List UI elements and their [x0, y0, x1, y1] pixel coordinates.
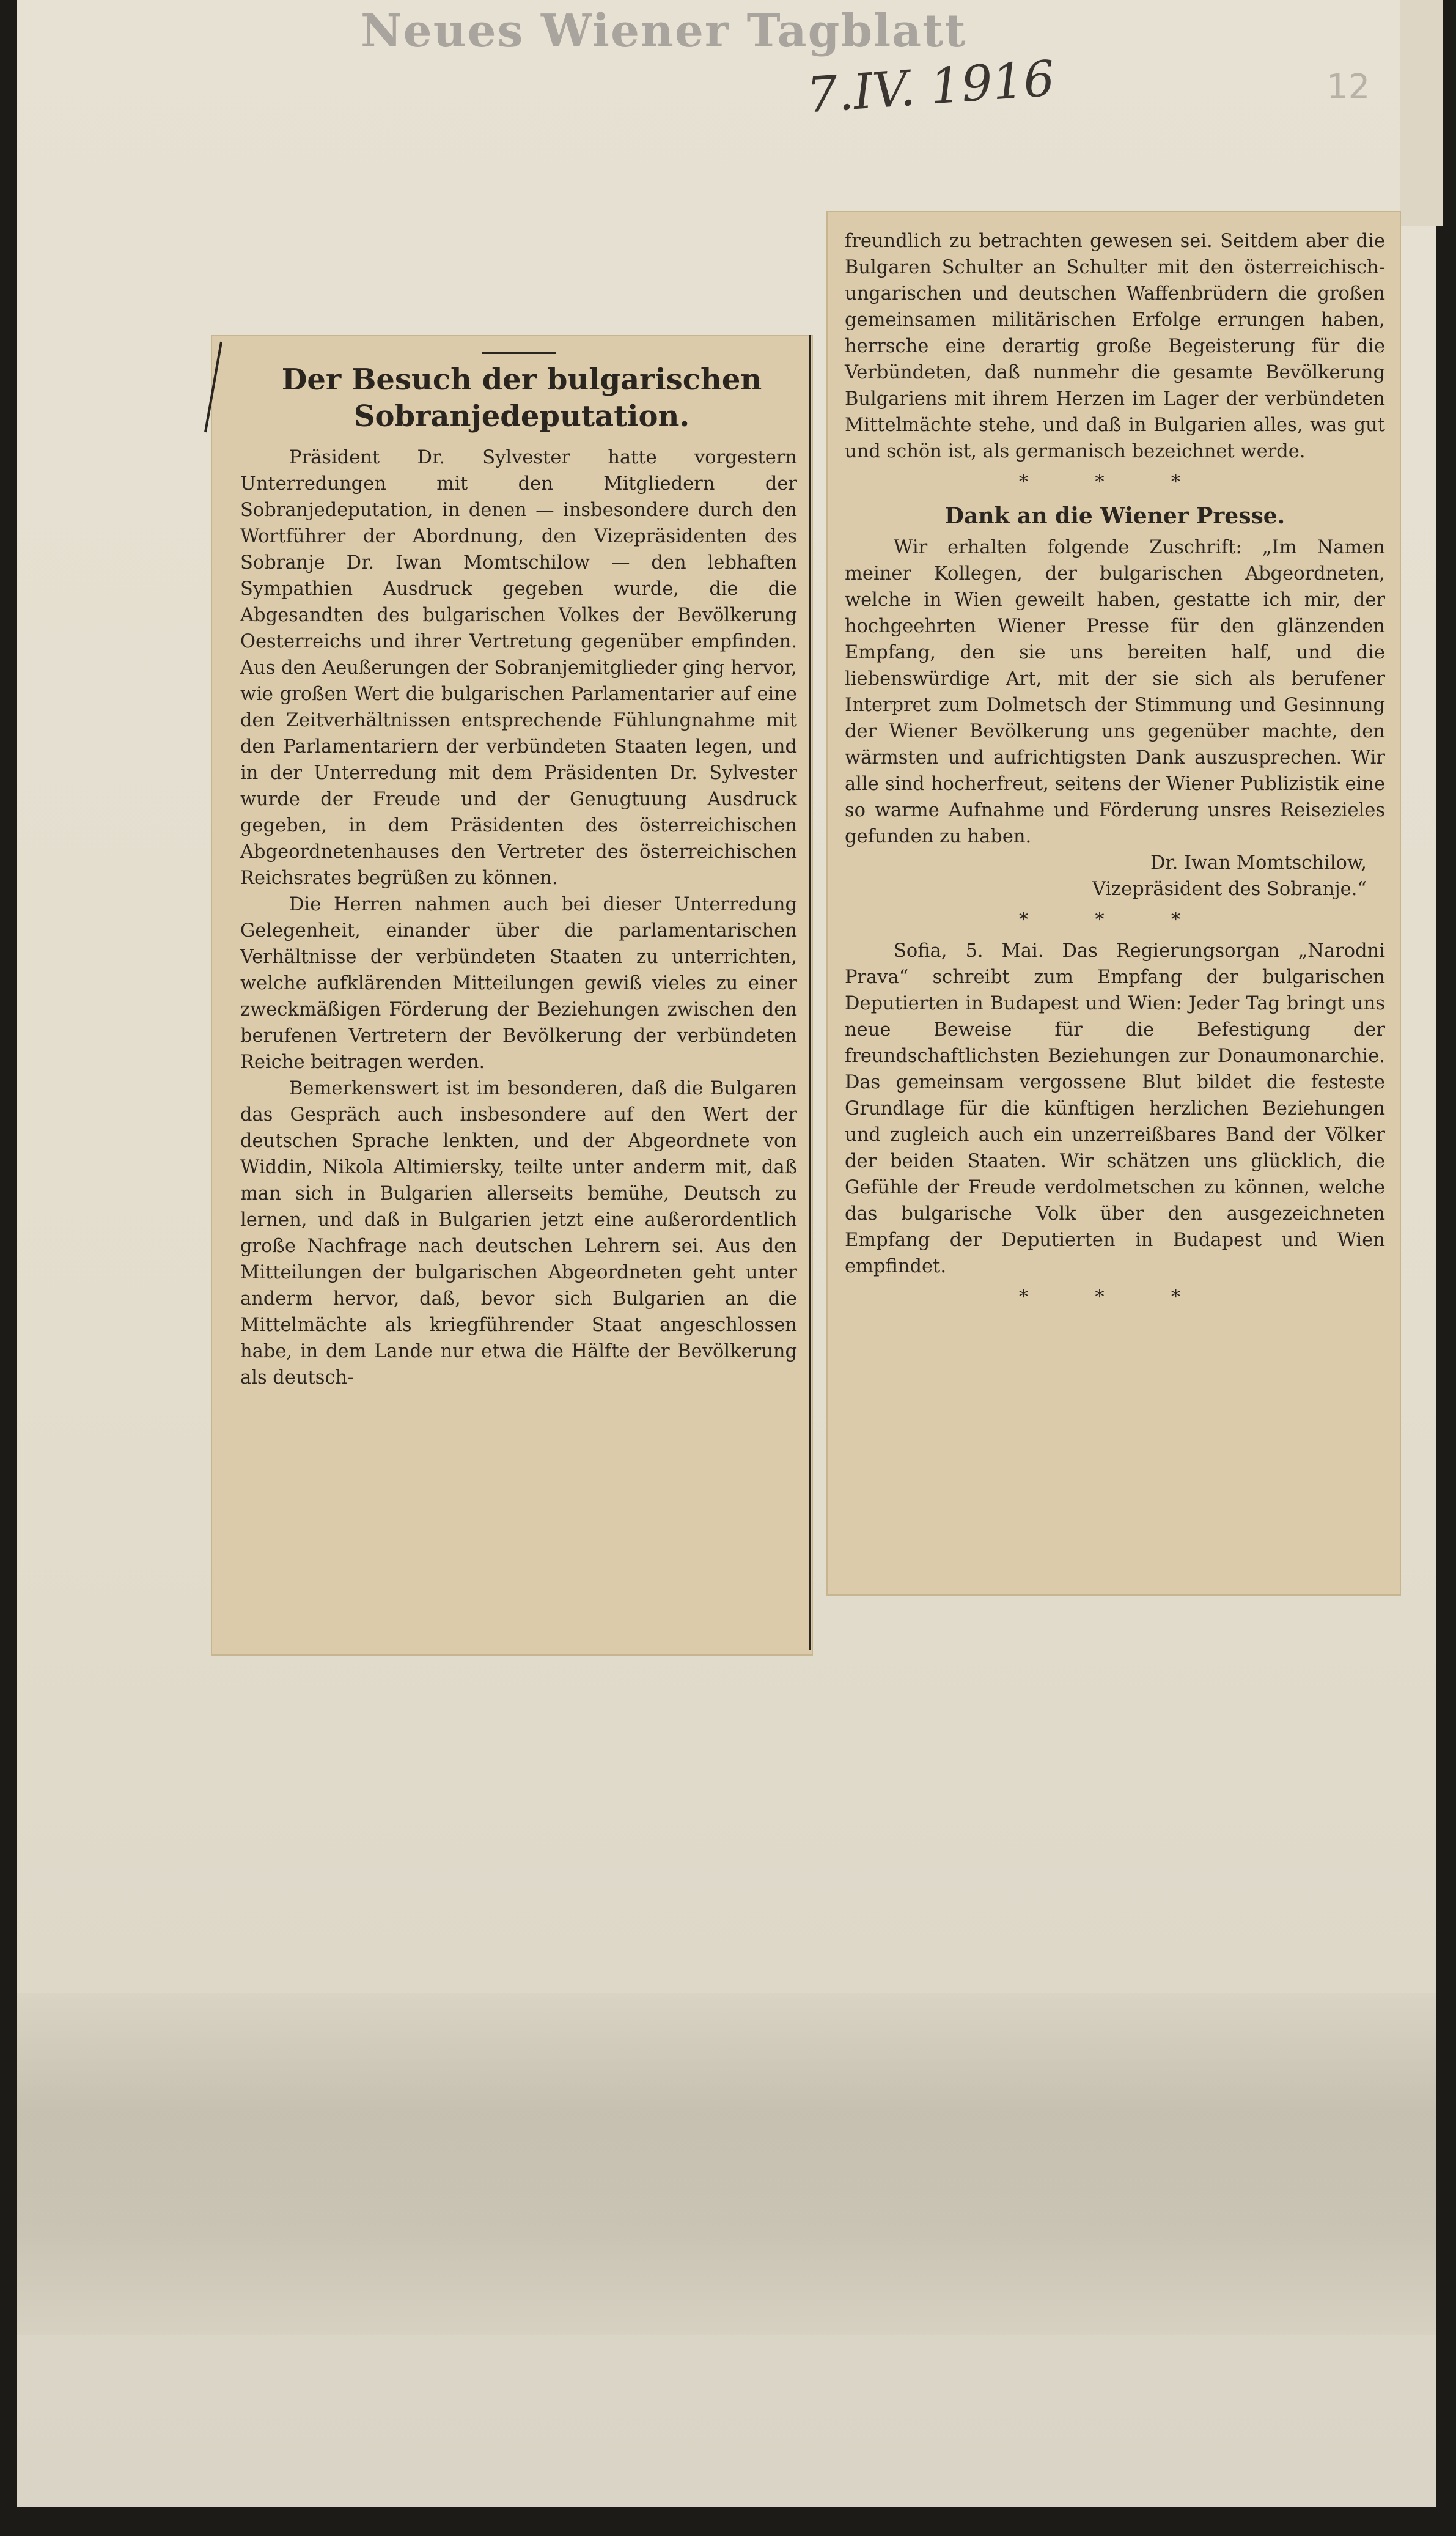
handwritten-date: 7.IV. 1916: [804, 50, 1057, 124]
title-rule: [482, 352, 556, 354]
letter-paragraph: Wir erhalten folgende Zuschrift: „Im Namen meiner Kollegen, der bulgarischen Abgeordneten, welche in Wien geweilt haben, gestatte ich mir, der hochgeehrten Wiener Presse für den glänzenden Empfang, den sie uns bereiten half, und die liebenswürdige Art, mit der sie sich als berufener Interpret zum Dolmetsch der Stimmung und Gesinnung der Wiener Bevölkerung uns gegenüber machte, den wärmsten und aufrichtigsten Dank auszusprechen. Wir alle sind hocherfreut, seitens der Wiener Publizistik eine so warme Aufnahme und Förderung unsres Reisezieles gefunden zu haben.: [845, 537, 1385, 847]
article-paragraph-3: Bemerkenswert ist im besonderen, daß die Bulgaren das Gespräch auch insbesondere auf den Wert der deutschen Sprache lenkten, und der Abgeordnete von Widdin, Nikola Altimiersky, teilte unter anderm mit, daß man sich in Bulgarien allerseits bemühe, Deutsch zu lernen, und daß in Bulgarien jetzt eine außerordentlich große Nachfrage nach deutschen Lehrern sei. Aus den Mitteilungen der bulgarischen Abgeordneten geht unter anderm hervor, daß, bevor sich Bulgarien an die Mittelmächte als kriegführender Staat angeschlossen habe, in dem Lande nur etwa die Hälfte der Bevölkerung als deutsch-: [240, 1078, 797, 1388]
article-continuation: freundlich zu betrachten gewesen sei. Seitdem aber die Bulgaren Schulter an Schulter mit den österreichisch-ungarischen und deutschen Waffenbrüdern die großen gemeinsamen militärischen Erfolge errungen haben, herrsche eine derartig große Begeisterung für die Verbündeten, daß nunmehr die gesamte Bevölkerung Bulgariens mit ihrem Herzen im Lager der verbündeten Mittelmächte stehe, und daß in Bulgarien alles, was gut und schön ist, als germanisch bezeichnet werde.: [845, 230, 1385, 462]
clipping-right: [826, 211, 1401, 1596]
article-paragraph-2: Die Herren nahmen auch bei dieser Unterredung Gelegenheit, einander über die parlamentarischen Verhältnisse der verbündeten Staaten zu unterrichten, welche aufklärenden Mitteilungen gewiß vieles zu einer zweckmäßigen Förderung der Beziehungen zwischen den berufenen Vertretern der Bevölkerung der verbündeten Reiche beitragen werden.: [240, 894, 797, 1073]
article-paragraph-1: Präsident Dr. Sylvester hatte vorgestern Unterredungen mit den Mitgliedern der Sobranjedeputation, in denen — insbesondere durch den Wortführer der Abordnung, den Vizepräsidenten des Sobranje Dr. Iwan Momtschilow — den lebhaften Sympathien Ausdruck gegeben wurde, die die Abgesandten des bulgarischen Volkes der Bevölkerung Oesterreichs und ihrer Vertretung gegenüber empfinden. Aus den Aeußerungen der Sobranjemitglieder ging hervor, wie großen Wert die bulgarischen Parlamentarier auf eine den Zeitverhältnissen entsprechende Fühlungnahme mit den Parlamentariern der verbündeten Staaten legen, und in der Unterredung mit dem Präsidenten Dr. Sylvester wurde der Freude und der Genugtuung Ausdruck gegeben, in dem Präsidenten des österreichischen Abgeordnetenhauses den Vertreter des österreichischen Reichsrates begrüßen zu können.: [240, 447, 797, 889]
separator-stars-3: * * *: [1018, 1286, 1211, 1308]
fold-shadow: [17, 1993, 1436, 2335]
sheet-tab-strip: [1400, 0, 1443, 226]
sofia-report: Sofia, 5. Mai. Das Regierungsorgan „Narodni Prava“ schreibt zum Empfang der bulgarischen Deputierten in Budapest und Wien: Jeder Tag bringt uns neue Beweise für die Befestigung der freundschaftlichsten Beziehungen zur Donaumonarchie. Das gemeinsam vergossene Blut bildet die festeste Grundlage für die künftigen herzlichen Beziehungen und zugleich auch ein unzerreißbares Band der Völker der beiden Staaten. Wir schätzen uns glücklich, die Gefühle der Freude verdolmetschen zu können, welche das bulgarische Volk über den ausgezeichneten Empfang der Deputierten in Budapest und Wien empfindet.: [845, 940, 1385, 1277]
page-number: 12: [1326, 67, 1370, 107]
section-subhead: Dank an die Wiener Presse.: [944, 503, 1285, 529]
signature-name: Dr. Iwan Momtschilow,: [1150, 852, 1367, 874]
separator-stars-2: * * *: [1018, 909, 1211, 931]
signature-title: Vizepräsident des Sobranje.“: [1092, 879, 1367, 900]
article-headline: Der Besuch der bulgarischen Sobranjedeputation.: [281, 363, 762, 433]
clipping-left: [211, 335, 813, 1656]
separator-stars-1: * * *: [1018, 471, 1211, 493]
column-rule: [809, 335, 811, 1650]
newspaper-stamp: Neues Wiener Tagblatt: [361, 5, 967, 57]
